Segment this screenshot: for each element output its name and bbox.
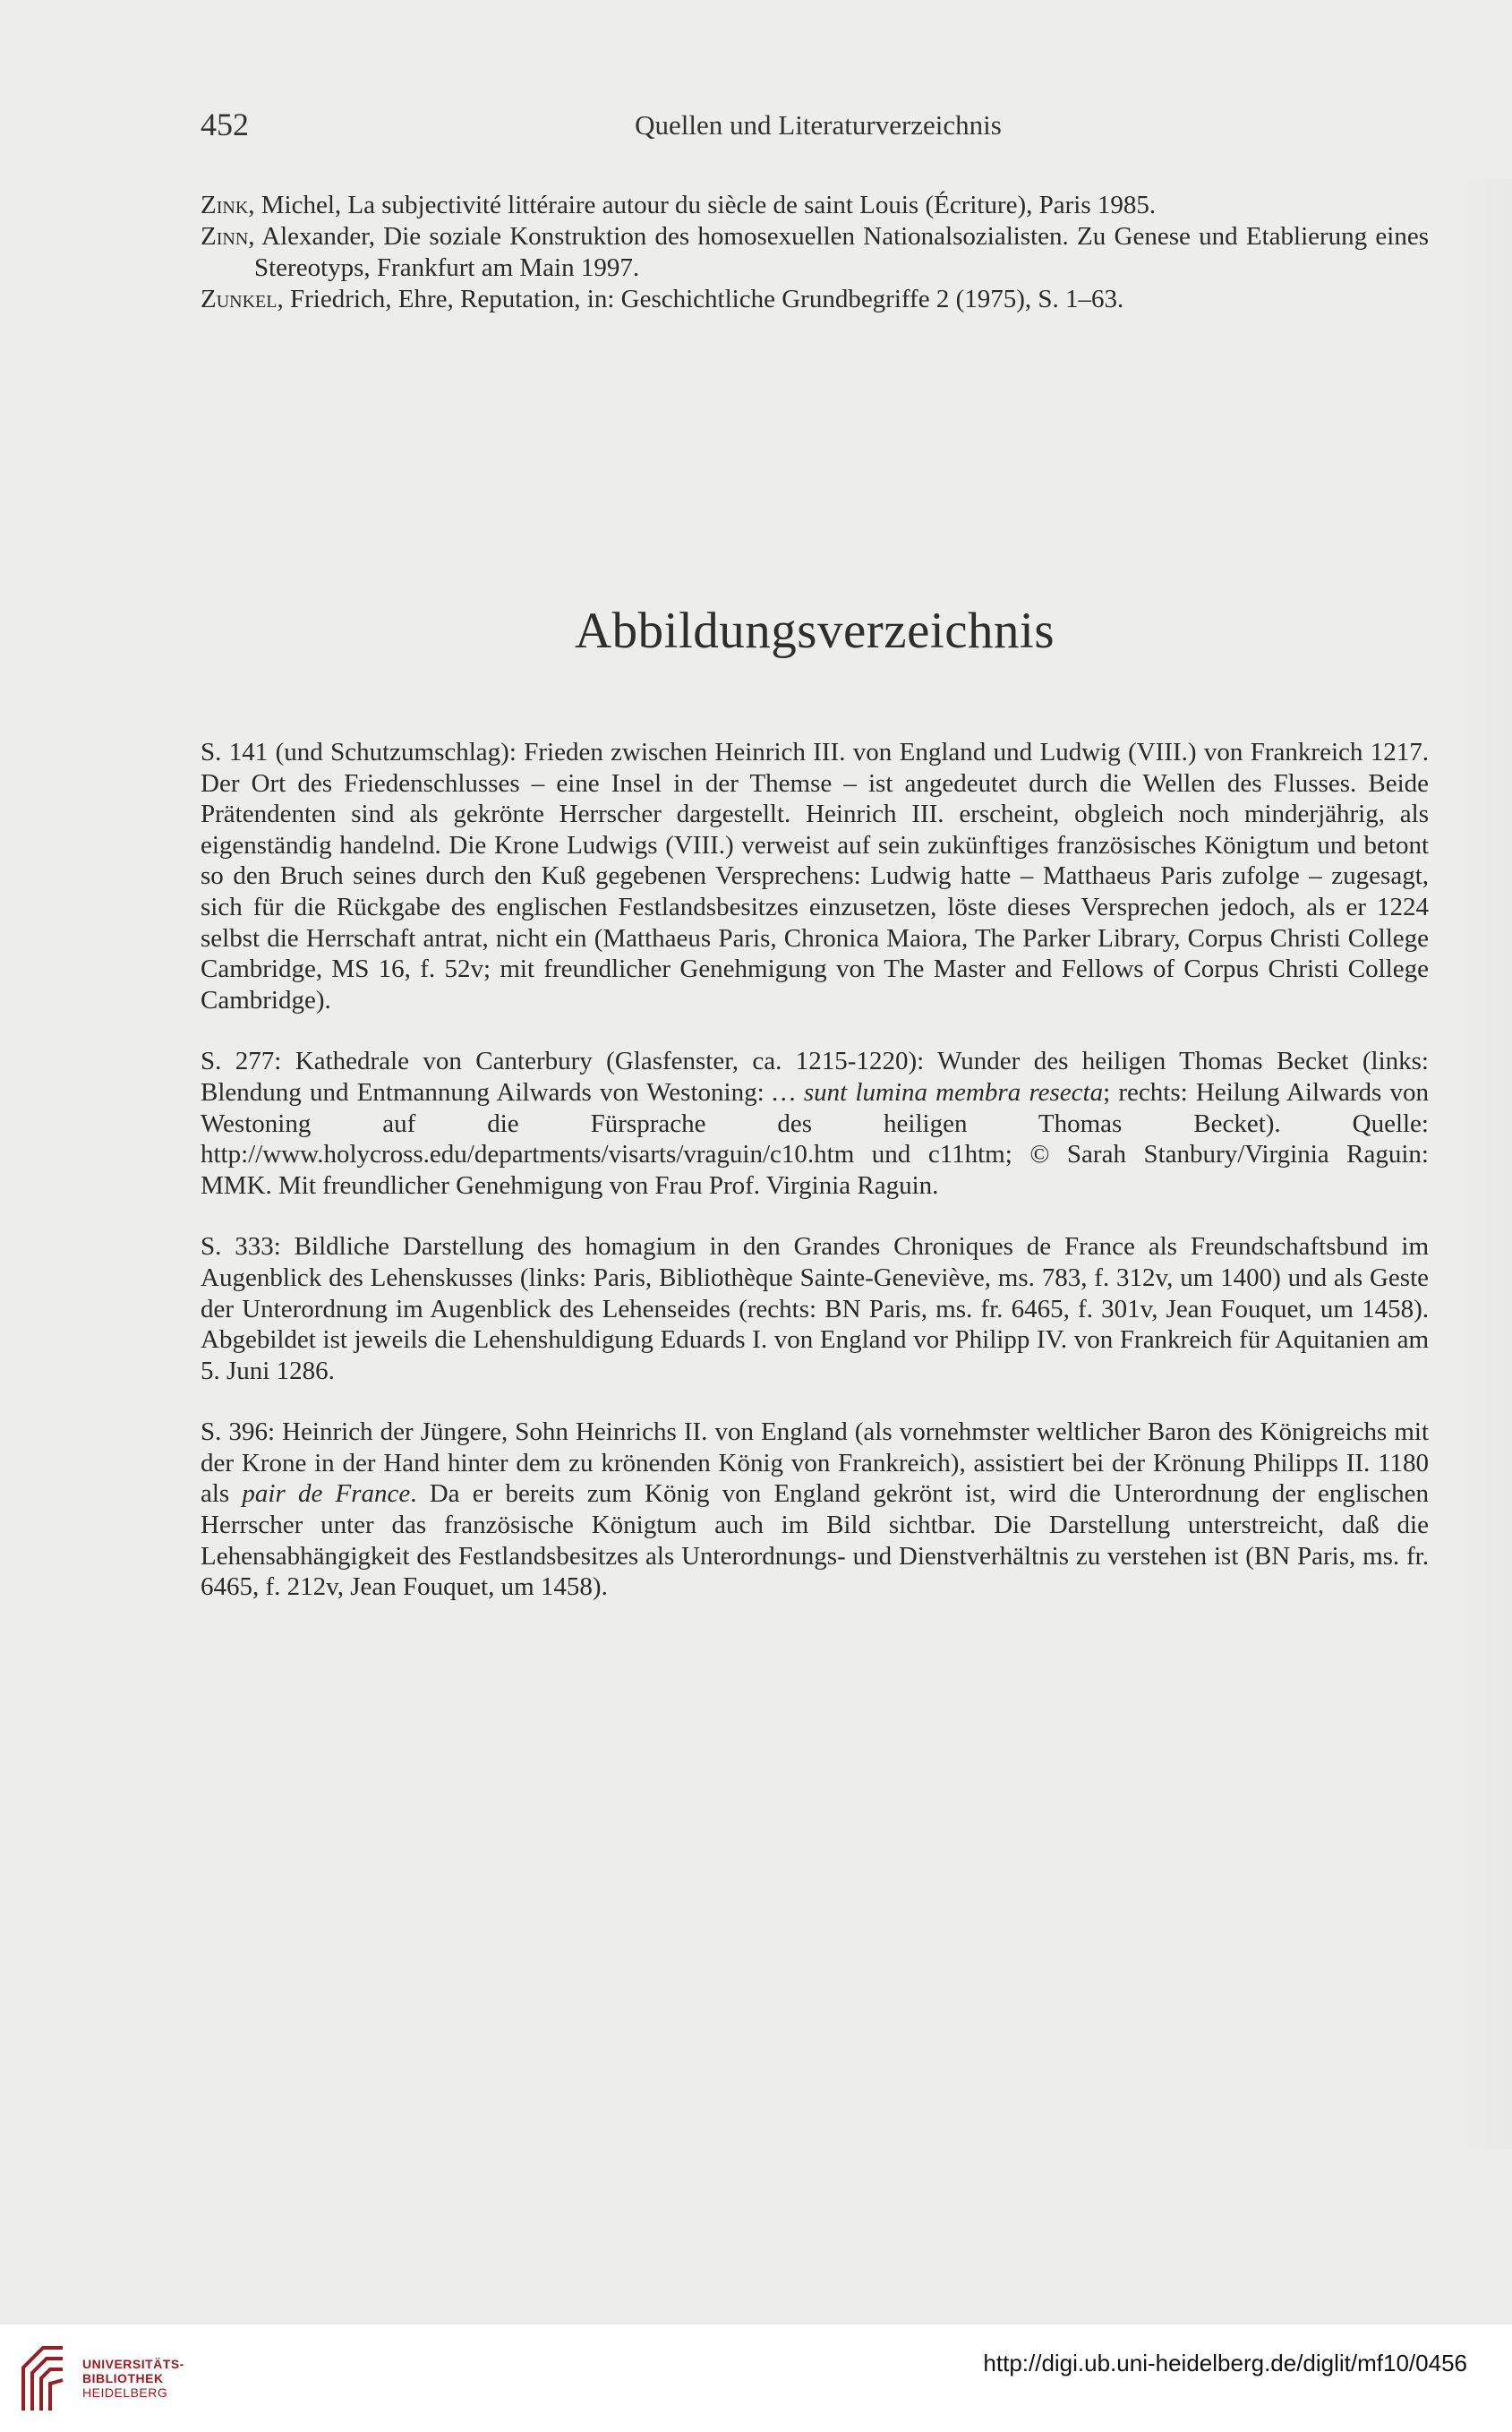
figure-entry-text: S. 141 (und Schutzumschlag): Frieden zwischen Heinrich III. von England und Ludwig (VIII.) von Frankreich 1217. Der Ort des Friedenschlusses – eine Insel in der Themse – ist angedeutet durch die Wellen des Flusses. Beide Prätendenten sind als gekrönte Herrscher dargestellt. Heinrich III. erscheint, obgleich noch minderjährig, als eigenständig handelnd. Die Krone Ludwigs (VIII.) verweist auf sein zukünftiges französisches Königtum und betont so den Bruch seines durch den Kuß gegebenen Versprechens: Ludwig hatte – Matthaeus Paris zufolge – zugesagt, sich für die Rückgabe des englischen Festlandsbesitzes einzusetzen, löste dieses Versprechen jedoch, als er 1224 selbst die Herrschaft antrat, nicht ein (Matthaeus Paris, Chronica Maiora, The Parker Library, Corpus Christi College Cambridge, MS 16, f. 52v; mit freundlicher Genehmigung von The Master and Fellows of Corpus Christi College Cambridge).: [201, 738, 1429, 1015]
running-title: Quellen und Literaturverzeichnis: [635, 109, 1002, 141]
source-url-link[interactable]: http://digi.ub.uni-heidelberg.de/diglit/mf10/0456: [983, 2350, 1467, 2376]
bibliography-text: , Friedrich, Ehre, Reputation, in: Geschichtliche Grundbegriffe 2 (1975), S. 1–63.: [277, 285, 1124, 313]
figure-entry-text: S. 333: Bildliche Darstellung des homagium in den Grandes Chroniques de France als Freundschaftsbund im Augenblick des Lehenskusses (links: Paris, Bibliothèque Sainte-Geneviève, ms. 783, f. 312v, um 1400) und als Geste der Unterordnung im Augenblick des Lehenseides (rechts: BN Paris, ms. fr. 6465, f. 301v, Jean Fouquet, um 1458). Abgebildet ist jeweils die Lehenshuldigung Eduards I. von England vor Philipp IV. von Frankreich für Aquitanien am 5. Juni 1286.: [201, 1232, 1429, 1385]
figure-entry-333: [201, 1231, 1429, 1386]
page-shadow: [1458, 179, 1512, 2149]
figure-entry-text: S. 396: Heinrich der Jüngere, Sohn Heinrichs II. von England (als vornehmster weltlicher Baron des Königreichs mit der Krone in der Hand hinter dem zu krönenden König von Frankreich), assistiert bei der Krönung Philipps II. 1180 als: [201, 1417, 1429, 1509]
bibliography-text: , Alexander, Die soziale Konstruktion des homosexuellen Nationalsozialisten. Zu Genese und Etablierung eines Stereotyps, Frankfurt am Main 1997.: [248, 222, 1429, 282]
page-number: 452: [201, 107, 249, 142]
bibliography-author: Zunkel: [201, 285, 278, 313]
figure-entry-text: ; rechts: Heilung Ailwards von Westoning auf die Fürsprache des heiligen Thomas Becket). Quelle: http://www.holycross.edu/departments/visarts/vraguin/c10.htm und c11htm; © Sarah Stanbury/Virginia Raguin: MMK. Mit freundlicher Genehmigung von Frau Prof. Virginia Raguin.: [201, 1077, 1429, 1200]
ub-heidelberg-logo-icon: [16, 2341, 70, 2414]
bibliography-list: [201, 190, 1429, 315]
bibliography-entry: [201, 284, 1429, 315]
figure-entry-text: . Da er bereits zum König von England gekrönt ist, wird die Unterordnung der englischen Herrscher unter das französische Königtum auch im Bild sichtbar. Die Darstellung unterstreicht, daß die Lehensabhängigkeit des Festlandsbesitzes als Unterordnungs- und Dienstverhältnis zu verstehen ist (BN Paris, ms. fr. 6465, f. 212v, Jean Fouquet, um 1458).: [201, 1479, 1429, 1602]
figure-entry-141: [201, 737, 1429, 1015]
figure-entry-text: S. 277: Kathedrale von Canterbury (Glasfenster, ca. 1215-1220): Wunder des heiligen Thomas Becket (links: Blendung und Entmannung Ailwards von Westoning:: [201, 1047, 1429, 1107]
page-header: [201, 106, 1429, 150]
figure-entry-quote: … sunt lumina membra resecta: [772, 1077, 1104, 1107]
library-name-line: UNIVERSITÄTS-: [82, 2357, 184, 2371]
library-name-line: BIBLIOTHEK: [82, 2371, 164, 2385]
figure-entry-277: [201, 1046, 1429, 1201]
library-name: [82, 2357, 184, 2400]
figure-entry-italic-term: pair de France: [242, 1479, 411, 1509]
library-name-line: HEIDELBERG: [82, 2385, 168, 2400]
bibliography-text: , Michel, La subjectivité littéraire autour du siècle de saint Louis (Écriture), Paris 1985.: [248, 191, 1157, 219]
figure-list: [201, 737, 1429, 1633]
bibliography-author: Zink: [201, 191, 249, 219]
bibliography-entry: [201, 190, 1429, 221]
figure-entry-396: [201, 1417, 1429, 1603]
section-title: Abbildungsverzeichnis: [574, 603, 1055, 659]
bibliography-author: Zinn: [201, 222, 249, 251]
bibliography-entry: [201, 221, 1429, 284]
digitization-footer: [0, 2325, 1512, 2432]
